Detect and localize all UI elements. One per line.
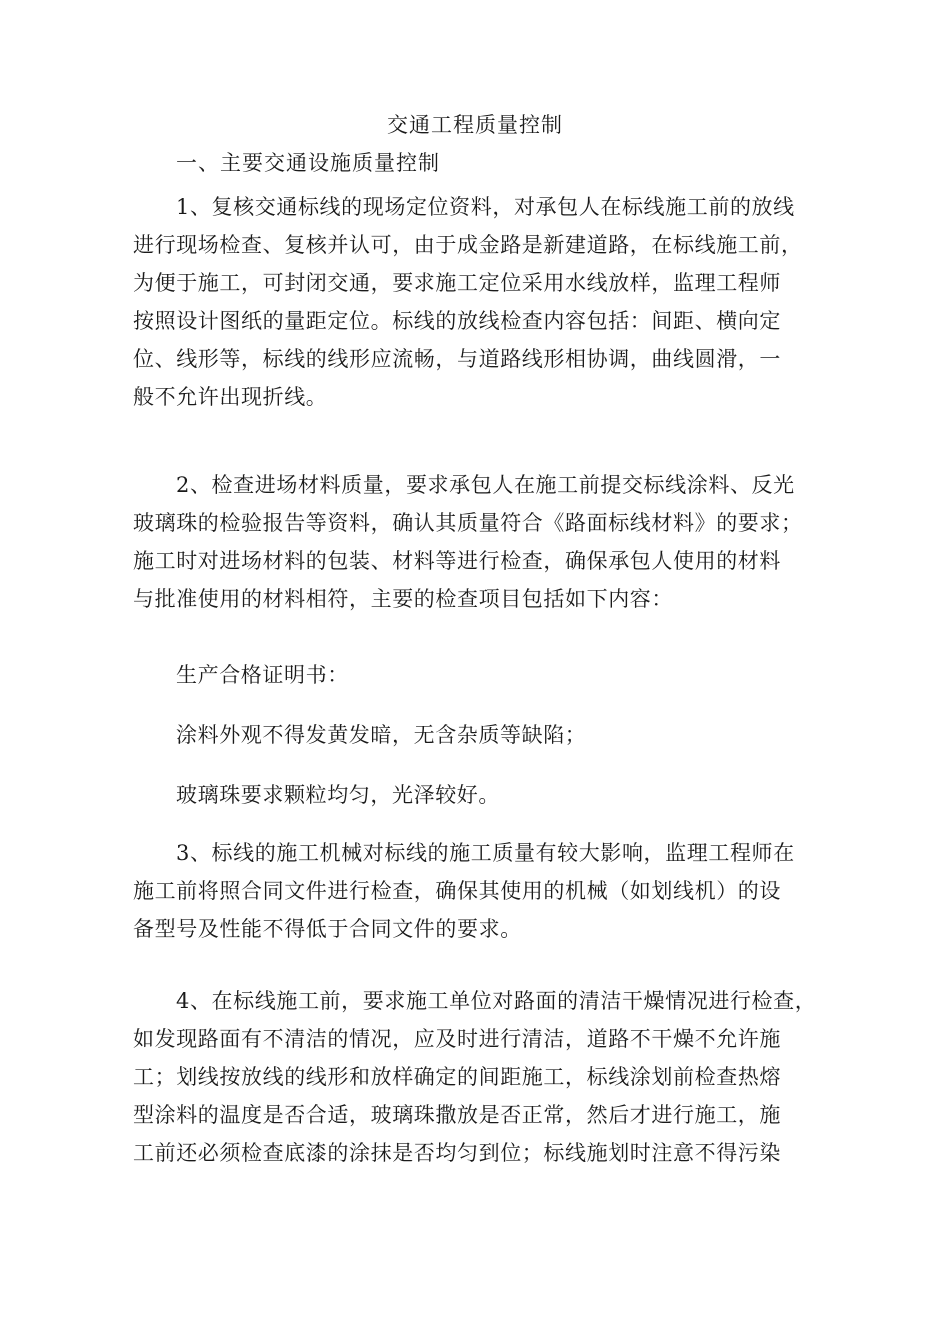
paragraph-line: 如发现路面有不清洁的情况，应及时进行清洁，道路不干燥不允许施 [133,1027,781,1051]
paragraph-line: 玻璃珠的检验报告等资料，确认其质量符合《路面标线材料》的要求； [133,511,803,535]
paragraph-line: 备型号及性能不得低于合同文件的要求。 [133,917,522,941]
paragraph-1 [133,188,833,416]
paragraph-line: 进行现场检查、复核并认可，由于成金路是新建道路，在标线施工前， [133,233,803,257]
paragraph-line: 3、标线的施工机械对标线的施工质量有较大影响，监理工程师在 [176,841,795,865]
paragraph-line: 施工前将照合同文件进行检查，确保其使用的机械（如划线机）的设 [133,879,781,903]
paragraph-3 [133,834,833,948]
paragraph-line: 般不允许出现折线。 [133,385,328,409]
paragraph-line: 2、检查进场材料质量，要求承包人在施工前提交标线涂料、反光 [176,473,795,497]
paragraph-line: 型涂料的温度是否合适，玻璃珠撒放是否正常，然后才进行施工，施 [133,1103,781,1127]
document-title: 交通工程质量控制 [387,113,563,137]
paragraph-line: 为便于施工，可封闭交通，要求施工定位采用水线放样，监理工程师 [133,271,781,295]
paragraph-4 [133,982,833,1172]
section-heading: 一、主要交通设施质量控制 [176,151,440,175]
paragraph-line: 工前还必须检查底漆的涂抹是否均匀到位；标线施划时注意不得污染 [133,1141,781,1165]
paragraph-line: 4、在标线施工前，要求施工单位对路面的清洁干燥情况进行检查， [176,989,817,1013]
paragraph-line: 1、复核交通标线的现场定位资料，对承包人在标线施工前的放线 [176,195,795,219]
paragraph-line: 位、线形等，标线的线形应流畅，与道路线形相协调，曲线圆滑，一 [133,347,781,371]
check-item-coating-appearance: 涂料外观不得发黄发暗，无含杂质等缺陷； [176,723,587,747]
paragraph-2 [133,466,833,618]
paragraph-line: 按照设计图纸的量距定位。标线的放线检查内容包括：间距、横向定 [133,309,781,333]
check-item-glass-beads: 玻璃珠要求颗粒均匀，光泽较好。 [176,783,500,807]
paragraph-line: 工；划线按放线的线形和放样确定的间距施工，标线涂划前检查热熔 [133,1065,781,1089]
paragraph-line: 与批准使用的材料相符，主要的检查项目包括如下内容： [133,587,673,611]
check-item-certificate: 生产合格证明书： [176,663,349,687]
paragraph-line: 施工时对进场材料的包装、材料等进行检查，确保承包人使用的材料 [133,549,781,573]
